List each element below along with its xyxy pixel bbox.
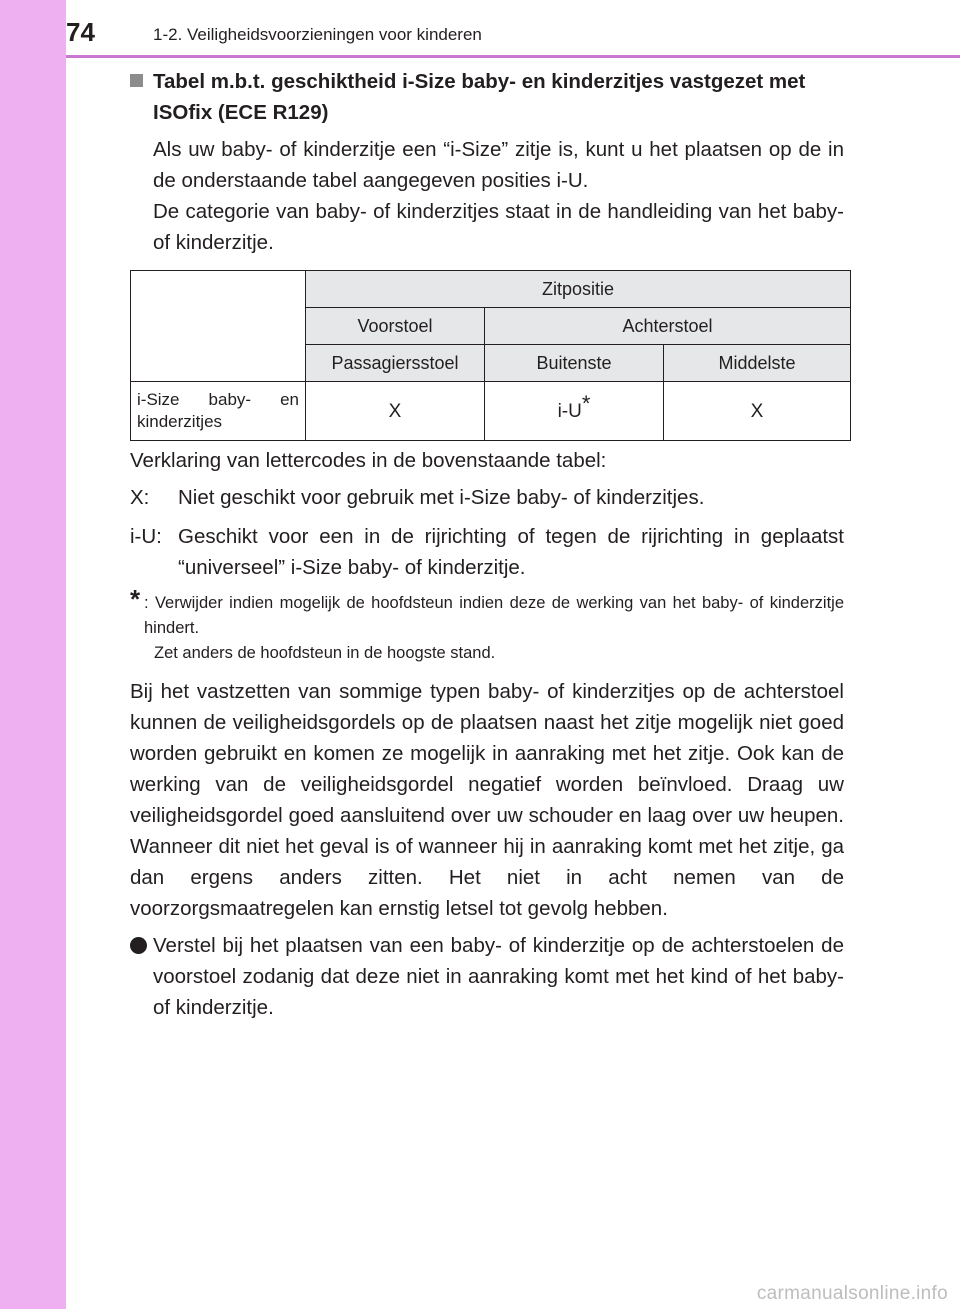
sidebar-tab: [0, 0, 66, 1309]
round-bullet-icon: [130, 937, 147, 954]
footnote: [130, 584, 844, 666]
legend: [130, 445, 844, 583]
square-bullet-icon: [130, 74, 143, 87]
intro-paragraph-1: Als uw baby- of kinderzitje een “i-Size” zitje is, kunt u het plaatsen op de in de onderstaande tabel aangegeven posities i-U.: [153, 138, 844, 192]
page-number: 74: [66, 17, 95, 47]
legend-code-iu: i-U:: [130, 525, 162, 548]
footnote-line-1: : Verwijder indien mogelijk de hoofdsteun indien deze de werking van het baby- of kinderzitje hindert.: [144, 594, 844, 637]
body-paragraph: Bij het vastzetten van sommige typen baby- of kinderzitjes op de achterstoel kunnen de veiligheidsgordels op de plaatsen naast het zitje mogelijk niet goed worden gebruikt en komen ze mogelijk in aanraking met het zitje. Ook kan de werking van de veiligheidsgordel negatief worden beïnvloed. Draag uw veiligheidsgordel goed aansluitend over uw schouder en laag over uw heupen. Wanneer dit niet het geval is of wanneer hij in aanraking komt met het zitje, ga dan ergens anders zitten. Het niet in acht nemen van de voorzorgsmaatregelen kan ernstig letsel tot gevolg hebben.: [130, 680, 844, 920]
legend-row-iu: [130, 521, 844, 583]
table-corner-cell: [131, 271, 306, 382]
legend-text-x: Niet geschikt voor gebruik met i-Size baby- of kinderzitjes.: [178, 486, 705, 509]
header-rule: [66, 55, 960, 58]
intro-paragraph-2: De categorie van baby- of kinderzitjes staat in de handleiding van het baby- of kinderzitje.: [153, 200, 844, 254]
page-content: [130, 64, 844, 1023]
chapter-title: 1-2. Veiligheidsvoorzieningen voor kinderen: [153, 25, 482, 44]
row-label-isize: i-Size baby- en kinderzitjes: [131, 382, 306, 441]
legend-code-x: X:: [130, 486, 150, 509]
footnote-star-icon: *: [581, 390, 591, 416]
header-front-seat: Voorstoel: [306, 308, 485, 345]
legend-text-iu: Geschikt voor een in de rijrichting of tegen de rijrichting in geplaatst “universeel” i-Size baby- of kinderzitje.: [178, 525, 844, 579]
header-seat-position: Zitpositie: [306, 271, 851, 308]
header-rear-seat: Achterstoel: [485, 308, 851, 345]
header-passenger-seat: Passagiersstoel: [306, 345, 485, 382]
footnote-mark: *: [130, 584, 141, 614]
bullet-item: [130, 930, 844, 1023]
cell-outer-code: i-U: [557, 400, 582, 422]
bullet-text: Verstel bij het plaatsen van een baby- of kinderzitje op de achterstoelen de voorstoel zodanig dat deze niet in aanraking komt met het kind of het baby- of kinderzitje.: [153, 934, 844, 1019]
legend-row-x: [130, 482, 844, 513]
cell-middle-value: X: [664, 382, 851, 441]
section-heading: [130, 66, 844, 128]
footnote-line-2: Zet anders de hoofdsteun in de hoogste stand.: [154, 644, 496, 662]
watermark: carmanualsonline.info: [756, 1283, 948, 1304]
section-heading-text: Tabel m.b.t. geschiktheid i-Size baby- en kinderzitjes vastgezet met ISOfix (ECE R129): [153, 70, 806, 124]
cell-outer-value: [485, 382, 664, 441]
legend-intro: Verklaring van lettercodes in de bovenstaande tabel:: [130, 449, 607, 472]
seat-suitability-table: [130, 270, 851, 441]
header-outer-seat: Buitenste: [485, 345, 664, 382]
header-middle-seat: Middelste: [664, 345, 851, 382]
cell-passenger-value: X: [306, 382, 485, 441]
